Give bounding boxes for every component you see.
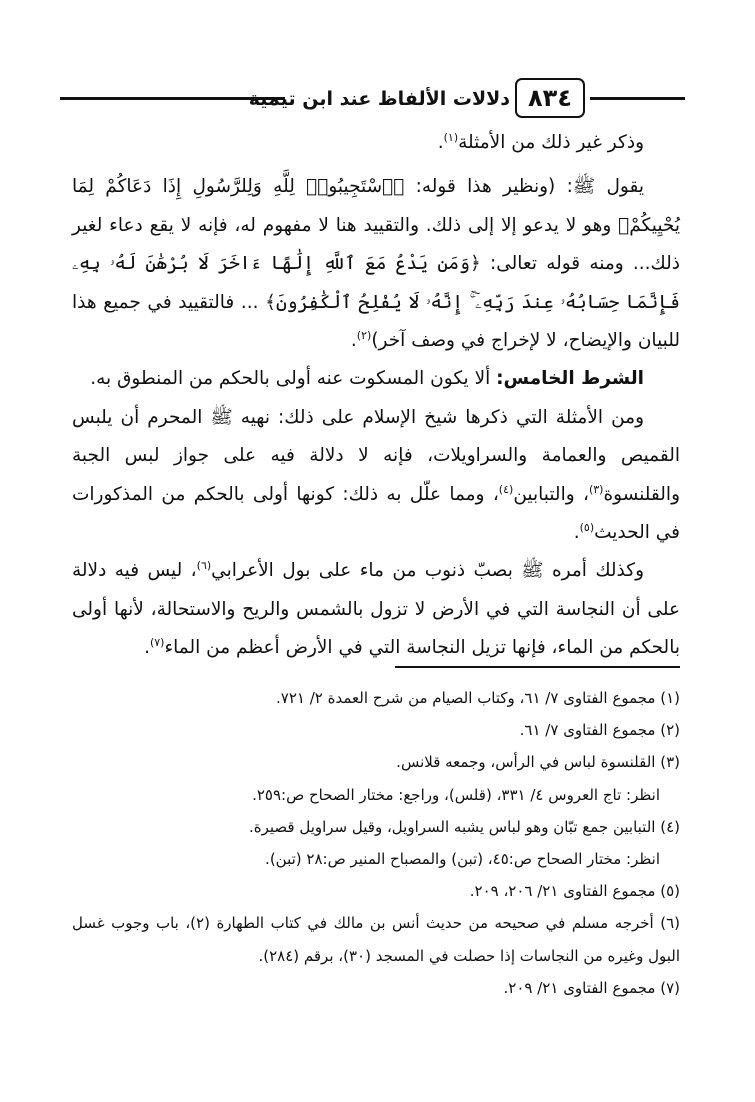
footnote-ref: (٤) <box>498 482 514 496</box>
paragraph-text: ألا يكون المسكوت عنه أولى بالحكم من المنطوق به. <box>90 368 497 390</box>
paragraph-text: وهو لا يدعو إلا إلى ذلك. والتقييد هنا لا مفهوم له، فإنه لا يقع دعاء لغير ذلك... ومنه قوله تعالى: <box>72 214 680 275</box>
quran-quote: ﴿ٱسْتَجِيبُوا۟ لِلَّهِ وَلِلرَّسُولِ إِذَا دَعَاكُمْ لِمَا يُحْيِيكُمْ﴾ <box>72 176 680 236</box>
footnote: (٤) التبابين جمع تبّان وهو لباس يشبه السراويل، وقيل سراويل قصيرة. <box>248 817 680 836</box>
paragraph-text: ... فالتقييد في جميع هذا للبيان والإيضاح، لا لإخراج في وصف آخر) <box>72 291 680 352</box>
footnotes <box>72 682 680 1004</box>
footnote: (٦) أخرجه مسلم في صحيحه من حديث أنس بن مالك في كتاب الطهارة (٢)، باب وجوب غسل البول وغيره من النجاسات إذا حصلت في المسجد (٣٠)، برقم (٢٨٤). <box>72 914 680 965</box>
footnote-ref: (٧) <box>149 636 165 650</box>
paragraph <box>72 552 680 667</box>
footnote: (٥) مجموع الفتاوى ٢١/ ٢٠٦، ٢٠٩. <box>469 882 680 901</box>
paragraph-text: يقول ﷺ: (ونظير هذا قوله: <box>404 176 644 198</box>
footnote-ref: (٢) <box>356 328 372 342</box>
paragraph <box>72 399 680 553</box>
footnote-ref: (١) <box>443 130 459 144</box>
footnote-reference: انظر: تاج العروس ٤/ ٣٣١، (قلس)، وراجع: مختار الصحاح ص:٢٥٩. <box>252 785 660 804</box>
paragraph-text: ، ليس فيه دلالة على أن النجاسة التي في الأرض لا تزول بالشمس والريح والاستحالة، لأنها أولى بالحكم من الماء، فإنها تزيل النجاسة التي في الأرض أعظم من الماء <box>72 560 680 659</box>
footnote-ref: (٥) <box>579 520 595 534</box>
paragraph-text: وكذلك أمره ﷺ بصبّ ذنوب من ماء على بول الأعرابي <box>211 560 645 582</box>
footnote-reference: انظر: مختار الصحاح ص:٤٥، (تبن) والمصباح المنير ص:٢٨ (تبن). <box>265 850 660 869</box>
paragraph-text: وذكر غير ذلك من الأمثلة <box>458 132 644 153</box>
running-title: دلالات الألفاظ عند ابن تيمية <box>248 88 510 110</box>
footnote: (٢) مجموع الفتاوى ٧/ ٦١. <box>519 721 680 740</box>
punctuation: . <box>350 330 357 352</box>
footnote-ref: (٦) <box>196 559 212 573</box>
punctuation: . <box>573 522 580 544</box>
main-text <box>72 124 680 668</box>
paragraph-text: ، والتبابين <box>513 483 589 505</box>
quran-quote: ﴿وَمَن يَدْعُ مَعَ ٱللَّهِ إِلَٰهًا ءَاخَرَ لَا بُرْهَٰنَ لَهُۥ بِهِۦ فَإِنَّمَا حِسَابُهُۥ عِندَ رَبِّهِۦٓ ۚ إِنَّهُۥ لَا يُفْلِحُ ٱلْكَٰفِرُونَ﴾ <box>72 253 680 313</box>
paragraph-text: ومن الأمثلة التي ذكرها شيخ الإسلام على ذلك: نهيه ﷺ المحرم أن يلبس القميص والعمامة والسراويلات، فإنه لا دلالة فيه على جواز لبس الجبة والقلنسوة <box>72 406 680 505</box>
condition-heading: الشرط الخامس: <box>496 368 644 390</box>
footnote: (٧) مجموع الفتاوى ٢١/ ٢٠٩. <box>503 978 680 997</box>
footnote: (٣) القلنسوة لباس في الرأس، وجمعه قلانس. <box>396 753 680 772</box>
footnote-ref: (٣) <box>588 482 604 496</box>
punctuation: . <box>144 637 150 659</box>
punctuation: . <box>437 132 444 153</box>
header-rule-right <box>590 97 685 100</box>
footnote-separator <box>395 666 680 668</box>
paragraph <box>72 124 680 162</box>
paragraph <box>72 360 680 398</box>
footnote: (١) مجموع الفتاوى ٧/ ٦١، وكتاب الصيام من شرح العمدة ٢/ ٧٢١. <box>276 689 680 707</box>
paragraph <box>72 168 680 360</box>
paragraph-text: ، ومما علّل به ذلك: كونها أولى بالحكم من المذكورات في الحديث <box>72 483 680 544</box>
page-number: ٨٣٤ <box>515 78 585 118</box>
